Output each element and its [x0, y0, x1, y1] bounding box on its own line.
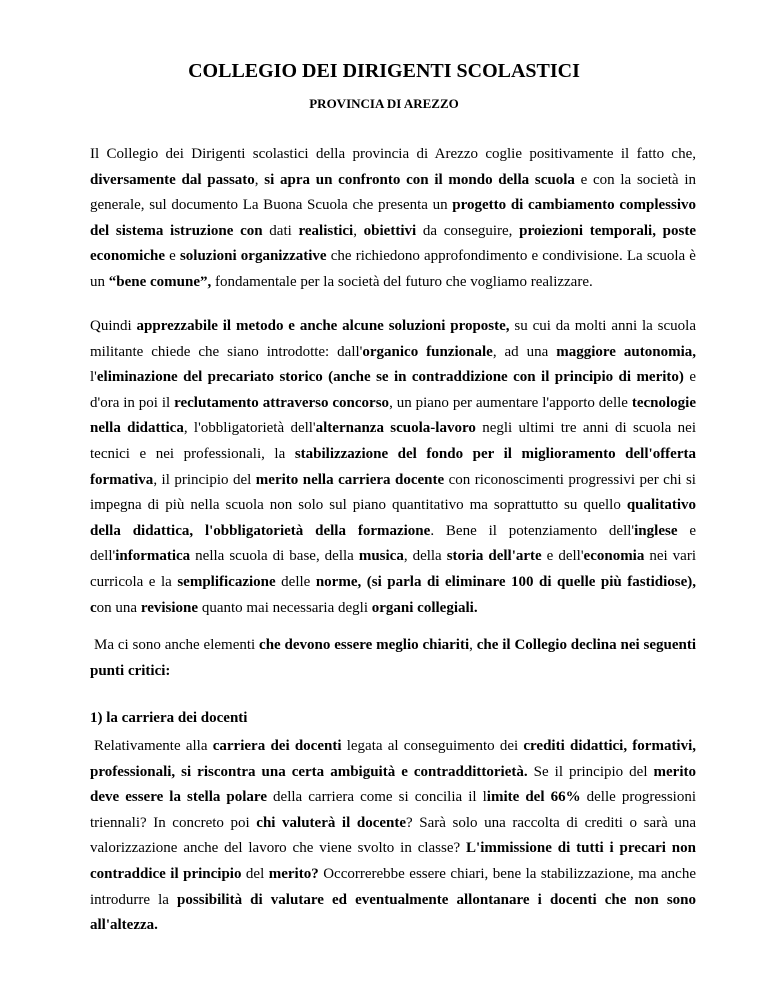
bold-text-run: “bene comune”,	[108, 273, 212, 290]
text-run: ? Sarà solo una raccolta di crediti o sarà una valorizzazione anche del lavoro che viene svolto in classe?	[90, 814, 696, 857]
bold-text-run: realistici	[298, 222, 354, 239]
bold-text-run: imite del 66%	[486, 789, 581, 806]
text-run: e con la società in generale, sul documento La Buona Scuola che presenta un	[90, 171, 696, 214]
text-run: , l'obbligatorietà dell'	[183, 420, 316, 437]
text-run: dati	[262, 222, 299, 239]
bold-text-run: tecnologie nella didattica	[90, 394, 697, 437]
bold-text-run: apprezzabile il metodo e anche alcune soluzioni proposte,	[136, 318, 510, 334]
bold-text-run: maggiore autonomia,	[556, 343, 696, 360]
text-run: nei vari curricola e la	[90, 548, 696, 590]
text-run: delle progressioni triennali? In concreto poi	[90, 789, 697, 831]
text-run: legata al conseguimento dei	[341, 738, 524, 754]
bold-text-run: progetto di cambiamento complessivo del sistema istruzione con	[90, 197, 696, 239]
text-run: Quindi	[90, 318, 137, 334]
bold-text-run: eliminazione del precariato storico (anche se in contraddizione con il principio di merito)	[96, 369, 684, 386]
page-subtitle: PROVINCIA DI AREZZO	[309, 96, 459, 111]
text-run: ,	[469, 637, 477, 653]
bold-text-run: merito?	[268, 865, 319, 882]
paragraph-intro	[90, 142, 696, 296]
bold-text-run: merito nella carriera docente	[255, 471, 445, 488]
text-run: che richiedono approfondimento e condivisione. La scuola è un	[90, 248, 696, 290]
text-run: quanto mai necessaria degli	[198, 599, 372, 616]
bold-text-run: proiezioni temporali, poste economiche	[90, 222, 696, 265]
text-run: . Bene il potenziamento dell'	[430, 522, 635, 539]
text-run: on una	[96, 599, 141, 616]
bold-text-run: obiettivi	[363, 222, 417, 239]
bold-text-run: (si parla di eliminare 100 di quelle più fastidiose), c	[90, 573, 697, 616]
bold-text-run: si apra un confronto con il mondo della scuola	[264, 171, 575, 188]
text-run: della carriera come si concilia il l	[266, 789, 487, 806]
bold-text-run: economia	[583, 548, 645, 565]
bold-text-run: L'immissione di tutti i precari non contraddice il principio	[90, 840, 696, 882]
bold-text-run: soluzioni organizzative	[179, 248, 327, 265]
bold-text-run: informatica	[115, 548, 191, 565]
text-run: con riconoscimenti progressivi per chi si impegna di più nella scuola non solo sul piano quantitativo ma soprattutto su quello	[90, 471, 696, 514]
bold-text-run: diversamente dal passato	[90, 171, 255, 188]
text-run: Relativamente alla	[94, 738, 213, 754]
text-run: l'	[90, 369, 97, 386]
paragraph-positive-points	[90, 314, 696, 621]
text-run: fondamentale per la società del futuro che vogliamo realizzare.	[211, 273, 593, 290]
bold-text-run: organi collegiali.	[371, 599, 478, 616]
bold-text-run: revisione	[140, 599, 199, 616]
text-run: essere chiari, bene la stabilizzazione, ma anche introdurre la	[90, 865, 696, 908]
text-run: , un piano per aumentare l'apporto delle	[389, 394, 632, 411]
bold-text-run: storia dell'arte	[446, 548, 542, 565]
bold-text-run: musica	[358, 548, 404, 565]
text-run: e	[164, 248, 180, 265]
bold-text-run: possibilità di valutare ed eventualmente allontanare i docenti che non sono all'altezza.	[90, 891, 696, 934]
paragraph-teacher-career	[90, 734, 696, 939]
bold-text-run: norme,	[315, 573, 362, 590]
text-run: e d'ora in poi il	[90, 369, 696, 411]
text-run: delle	[275, 573, 316, 590]
text-run: negli ultimi tre anni di scuola nei tecnici e nei professionali, la	[90, 420, 696, 462]
bold-text-run: reclutamento attraverso concorso	[174, 394, 390, 411]
bold-text-run: stabilizzazione del fondo per il miglioramento dell'offerta formativa	[90, 445, 696, 488]
text-run: , ad una	[492, 343, 557, 360]
text-run: ,	[353, 222, 364, 239]
bold-text-run: organico funzionale	[362, 343, 493, 360]
text-run: del	[241, 865, 269, 882]
bold-text-run: alternanza scuola-lavoro	[315, 420, 476, 437]
text-run: su cui da molti anni la scuola militante chiede che siano introdotte: dall'	[90, 318, 696, 360]
bold-text-run: inglese	[634, 522, 678, 539]
bold-text-run: crediti didattici, formativi, professionali, si riscontra una certa ambiguità e contraddittorietà.	[90, 738, 697, 780]
bold-text-run: dei docenti	[270, 738, 342, 754]
text-run: nella scuola di base, della	[190, 548, 359, 565]
bold-text-run: che devono essere meglio chiariti	[259, 637, 470, 653]
text-run: e dell'	[90, 522, 696, 565]
page-title: COLLEGIO DEI DIRIGENTI SCOLASTICI	[188, 60, 580, 82]
text-run: , il principio del	[153, 471, 256, 488]
bold-text-run: merito deve essere la stella polare	[90, 763, 696, 806]
text-run: Ma ci sono anche elementi	[94, 637, 260, 653]
section-heading-career: 1) la carriera dei docenti	[90, 710, 248, 726]
paragraph-critical-points	[90, 633, 696, 684]
bold-text-run: carriera	[212, 738, 266, 754]
text-run: Il Collegio dei Dirigenti scolastici della provincia di Arezzo coglie positivamente il fatto che,	[90, 146, 696, 162]
text-run: Occorrerebbe	[323, 865, 405, 882]
bold-text-run: semplificazione	[177, 573, 276, 590]
text-run: ,	[254, 171, 265, 188]
bold-text-run: qualitativo della didattica, l'obbligatorietà della formazione	[90, 497, 696, 539]
text-run: , della	[403, 548, 447, 565]
text-run: e dell'	[541, 548, 584, 565]
bold-text-run: che il Collegio declina nei seguenti punti critici:	[90, 637, 696, 679]
bold-text-run: chi valuterà il docente	[256, 814, 407, 831]
text-run: da conseguire,	[416, 222, 520, 239]
text-run: Se il principio del	[527, 763, 654, 780]
